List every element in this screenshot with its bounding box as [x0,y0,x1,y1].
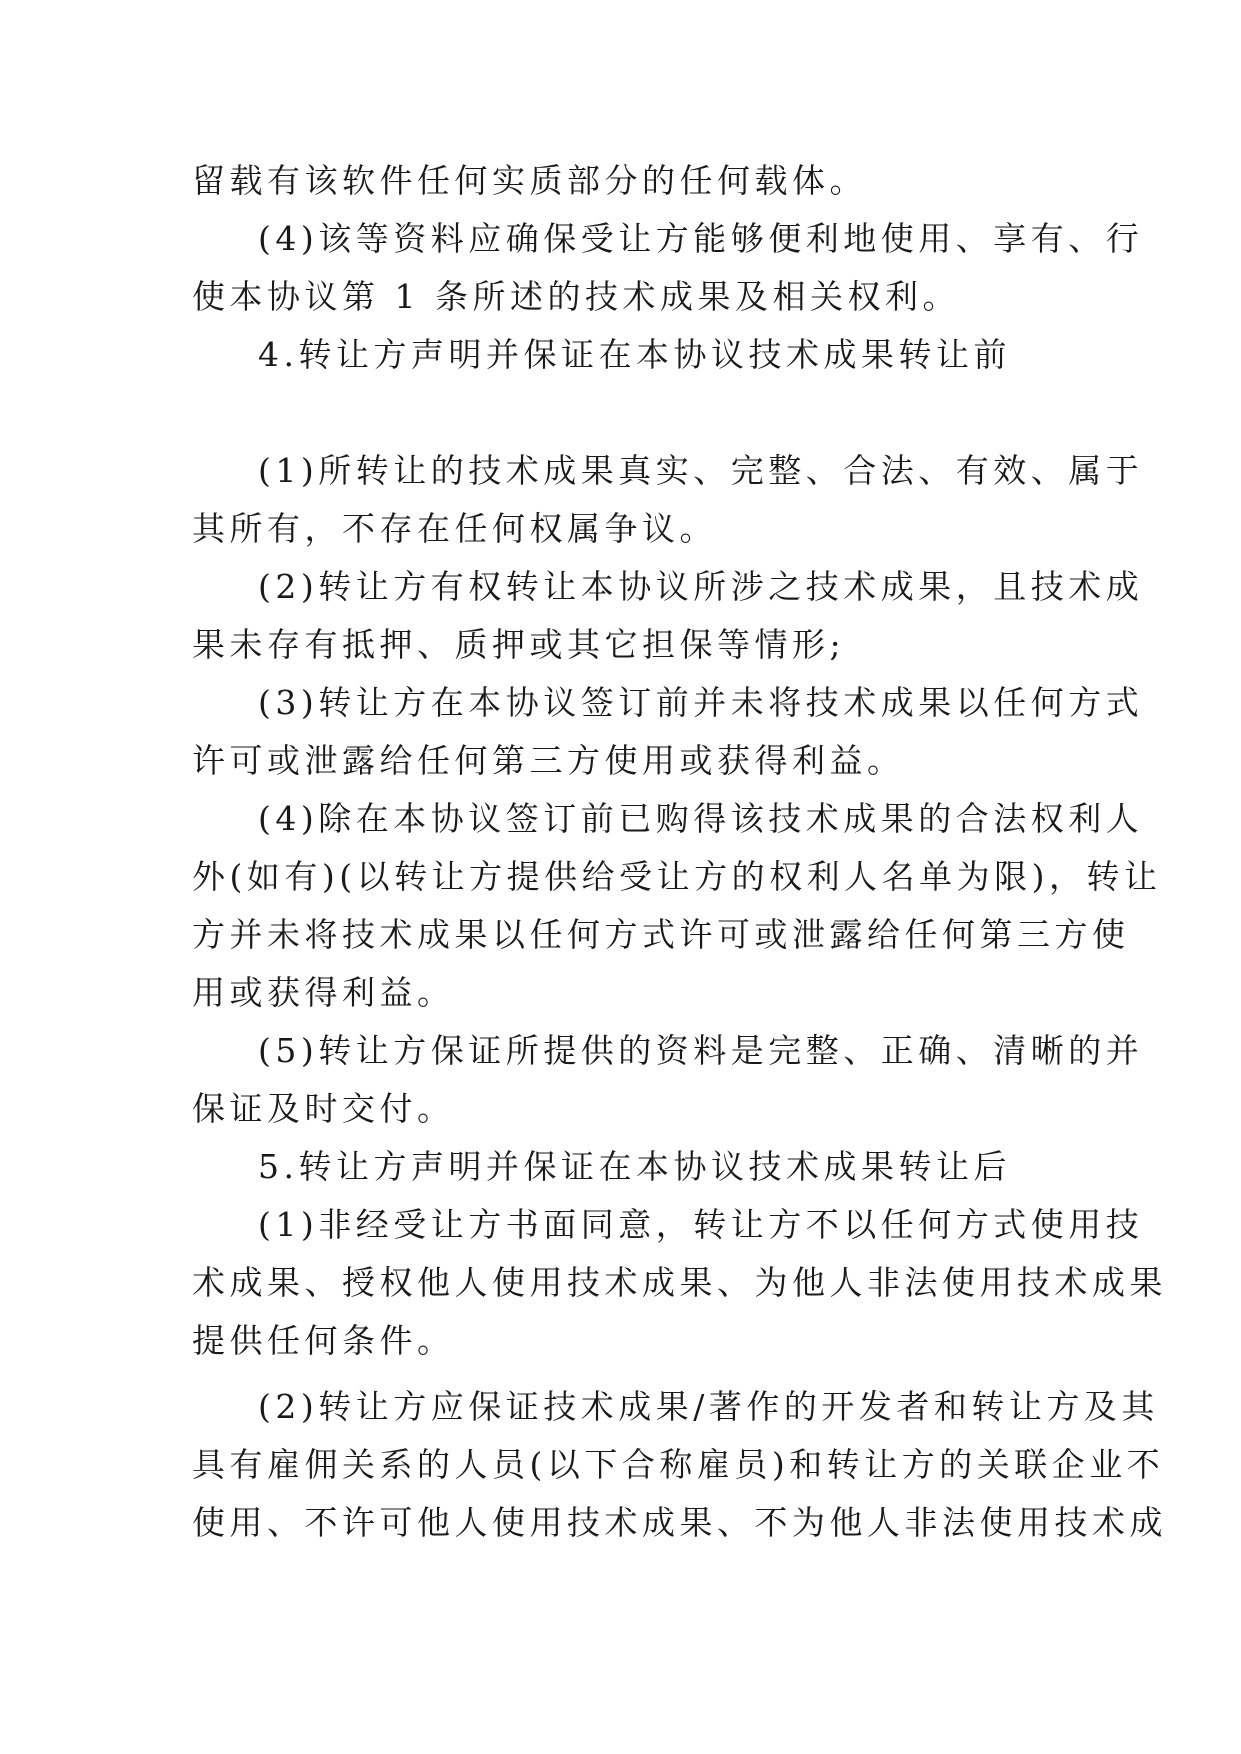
paragraph-line: 提供任何条件。 [192,1321,455,1360]
paragraph-line: 其所有，不存在任何权属争议。 [192,509,717,548]
document-body [192,152,1167,1552]
paragraph-line: 外(如有)(以转让方提供给受让方的权利人名单为限)，转让 [192,857,1162,896]
paragraph-line: 保证及时交付。 [192,1089,455,1128]
paragraph-line: 使本协议第 1 条所述的技术成果及相关权利。 [192,277,960,316]
paragraph-line: 许可或泄露给任何第三方使用或获得利益。 [192,741,905,780]
paragraph-gap [192,1370,1048,1378]
paragraph-line: 果未存有抵押、质押或其它担保等情形; [192,625,846,664]
paragraph-line: (4)该等资料应确保受让方能够便利地使用、享有、行 [258,219,1144,258]
paragraph-line: (1)所转让的技术成果真实、完整、合法、有效、属于 [258,451,1144,490]
section-heading: 4.转让方声明并保证在本协议技术成果转让前 [258,335,1011,374]
paragraph-line: (2)转让方有权转让本协议所涉之技术成果，且技术成 [258,567,1144,606]
paragraph-line: 用或获得利益。 [192,973,455,1012]
section-heading: 5.转让方声明并保证在本协议技术成果转让后 [258,1147,1011,1186]
paragraph-line: (5)转让方保证所提供的资料是完整、正确、清晰的并 [258,1031,1144,1070]
blank-line [192,384,1048,442]
paragraph-line: (3)转让方在本协议签订前并未将技术成果以任何方式 [258,683,1144,722]
paragraph-line: 术成果、授权他人使用技术成果、为他人非法使用技术成果 [192,1263,1167,1302]
paragraph-line: 使用、不许可他人使用技术成果、不为他人非法使用技术成 [192,1503,1167,1542]
paragraph-line: (1)非经受让方书面同意，转让方不以任何方式使用技 [258,1205,1144,1244]
paragraph-line: 方并未将技术成果以任何方式许可或泄露给任何第三方使 [192,915,1130,954]
paragraph-line: (2)转让方应保证技术成果/著作的开发者和转让方及其 [258,1387,1159,1426]
paragraph-line: (4)除在本协议签订前已购得该技术成果的合法权利人 [258,799,1144,838]
paragraph-line: 具有雇佣关系的人员(以下合称雇员)和转让方的关联企业不 [192,1445,1165,1484]
paragraph-line: 留载有该软件任何实质部分的任何载体。 [192,161,867,200]
